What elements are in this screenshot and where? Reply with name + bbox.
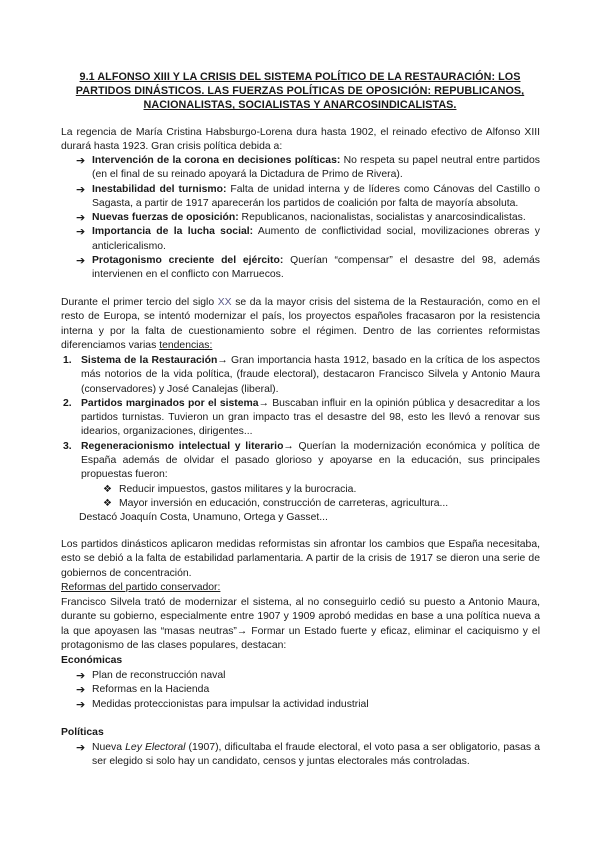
cause-label: Importancia de la lucha social:	[92, 226, 254, 238]
tendency-label: Partidos marginados por el sistema	[81, 397, 259, 409]
tendency-label: Sistema de la Restauración	[81, 355, 218, 366]
list-item	[76, 254, 540, 283]
arrow-icon: ➔	[76, 155, 86, 167]
arrow-icon: ➔	[76, 212, 86, 225]
tendency-label: Regeneracionismo intelectual y literario	[81, 440, 284, 452]
tendencies-underlined: tendencias:	[159, 339, 213, 351]
electoral-law: Ley Electoral	[125, 742, 186, 753]
list-item	[76, 183, 540, 212]
list-item	[76, 683, 540, 697]
arrow-icon: ➔	[76, 255, 86, 268]
political-text-a: Nueva	[92, 742, 126, 753]
tendency-text: → Querían la modernización económica y política de España además de olvidar el pasado glorioso y apoyarse en la educación, sus principales propuestas fueron:	[81, 440, 540, 481]
cause-label: Intervención de la corona en decisiones políticas:	[92, 155, 341, 166]
tendency-text: → Buscaban influir en la opinión pública y desacreditar a los partidos turnistas. Tuvieron un gran impacto tras el desastre del 98, esto les llevó a renovar sus idearios, organizaciones, dirigentes...	[81, 397, 540, 438]
list-item	[61, 354, 540, 397]
list-item	[76, 225, 540, 254]
economic-item: Plan de reconstrucción naval	[92, 670, 226, 681]
cause-text: Falta de unidad interna y de líderes como Cánovas del Castillo o Sagasta, a partir de 1917 aparecerán los partidos de coalición por falta de mayoría absoluta.	[92, 183, 540, 209]
century-highlight: XX	[217, 297, 232, 308]
arrow-icon: ➔	[76, 226, 86, 239]
list-item	[76, 698, 540, 712]
list-item	[103, 483, 540, 497]
list-item	[76, 741, 540, 770]
diamond-icon: ❖	[103, 483, 112, 495]
arrow-icon: ➔	[76, 698, 86, 711]
cause-text: Aumento de conflictividad social, movilizaciones obreras y anticlericalismo.	[92, 226, 540, 252]
crisis-causes-list	[76, 154, 540, 283]
tendencies-list	[61, 354, 540, 526]
arrow-icon: ➔	[76, 742, 86, 754]
political-list	[76, 741, 540, 770]
highlighted-people: Destacó Joaquín Costa, Unamuno, Ortega y Gasset...	[79, 512, 328, 524]
crisis-paragraph	[61, 296, 540, 353]
page-title	[52, 70, 548, 113]
economic-item: Medidas proteccionistas para impulsar la actividad industrial	[92, 698, 369, 710]
conservative-heading-text: Reformas del partido conservador:	[61, 582, 221, 593]
diamond-icon: ❖	[103, 497, 112, 509]
cause-text: Querían “compensar” el desastre del 98, además intervienen en el conflicto con Marruecos.	[92, 255, 540, 281]
arrow-icon: ➔	[76, 670, 86, 682]
political-text-b: (1907), dificultaba el fraude electoral, el voto pasa a ser obligatorio, pasas a ser elegido si solo hay un candidato, censos y juntas electorales más controladas.	[92, 742, 540, 768]
list-item	[61, 440, 540, 511]
arrow-icon: ➔	[76, 684, 86, 697]
proposal-text: Reducir impuestos, gastos militares y la burocracia.	[119, 483, 357, 495]
list-item	[103, 497, 540, 511]
title-line-3: NACIONALISTAS, SOCIALISTAS Y ANARCOSINDICALISTAS.	[143, 99, 457, 112]
cause-label: Inestabilidad del turnismo:	[92, 183, 227, 195]
economic-heading: Económicas	[61, 655, 123, 666]
political-heading: Políticas	[61, 727, 104, 738]
economic-list	[76, 669, 540, 712]
item-number: 2.	[63, 397, 72, 409]
dynastic-paragraph: Los partidos dinásticos aplicaron medidas reformistas sin afrontar los cambios que España necesitaba, esto se debió a la falta de estabilidad parlamentaria. A partir de la crisis de 1917 se dieron una serie de gobiernos de concentración.	[61, 539, 540, 579]
cause-text: No respeta su papel neutral entre partidos (en el final de su reinado apoyará la Dictadura de Primo de Rivera).	[92, 155, 540, 181]
proposals-list	[103, 483, 540, 512]
proposal-text: Mayor inversión en educación, construcción de carreteras, agricultura...	[119, 497, 449, 509]
list-item	[76, 154, 540, 183]
list-item	[76, 669, 540, 683]
cause-text: Republicanos, nacionalistas, socialistas y anarcosindicalistas.	[238, 212, 526, 224]
list-item	[61, 397, 540, 440]
cause-label: Protagonismo creciente del ejército:	[92, 255, 284, 267]
list-item	[76, 211, 540, 225]
tendency-text: → Gran importancia hasta 1912, basado en la crítica de los aspectos más notorios de la vida política, (fraude electoral), destacaron Francisco Silvela y Antonio Maura (conservadores) y José Canalejas (liberal).	[81, 355, 540, 395]
title-line-1: 9.1 ALFONSO XIII Y LA CRISIS DEL SISTEMA POLÍTICO DE LA RESTAURACIÓN: LOS	[79, 71, 521, 83]
economic-item: Reformas en la Hacienda	[92, 684, 210, 696]
conservative-heading	[61, 581, 540, 595]
item-number: 3.	[63, 440, 72, 452]
silvela-paragraph: Francisco Silvela trató de modernizar el sistema, al no conseguirlo cedió su puesto a Antonio Maura, durante su gobierno, especialmente entre 1907 y 1909 aprobó medidas en base a una política nueva a la que apoyasen las “masas neutras”→ Formar un Estado fuerte y eficaz, eliminar el caciquismo y el protagonismo de las clases populares, destacan:	[61, 597, 540, 651]
crisis-text-b: se da la mayor crisis del sistema de la Restauración, como en el resto de Europa, se intentó modernizar el país, los proyectos españoles fracasaron por la resistencia interna y por la falta de cuestionamiento sobre el régimen. Dentro de las corrientes reformistas diferenciamos varias	[61, 297, 540, 351]
title-line-2: PARTIDOS DINÁSTICOS. LAS FUERZAS POLÍTICAS DE OPOSICIÓN: REPUBLICANOS,	[75, 85, 525, 98]
cause-label: Nuevas fuerzas de oposición:	[92, 212, 239, 224]
crisis-text-a: Durante el primer tercio del siglo	[61, 297, 218, 308]
item-number: 1.	[63, 355, 72, 366]
arrow-icon: ➔	[76, 183, 86, 196]
intro-paragraph: La regencia de María Cristina Habsburgo-Lorena dura hasta 1902, el reinado efectivo de Alfonso XIII durará hasta 1923. Gran crisis política debida a:	[61, 127, 540, 153]
